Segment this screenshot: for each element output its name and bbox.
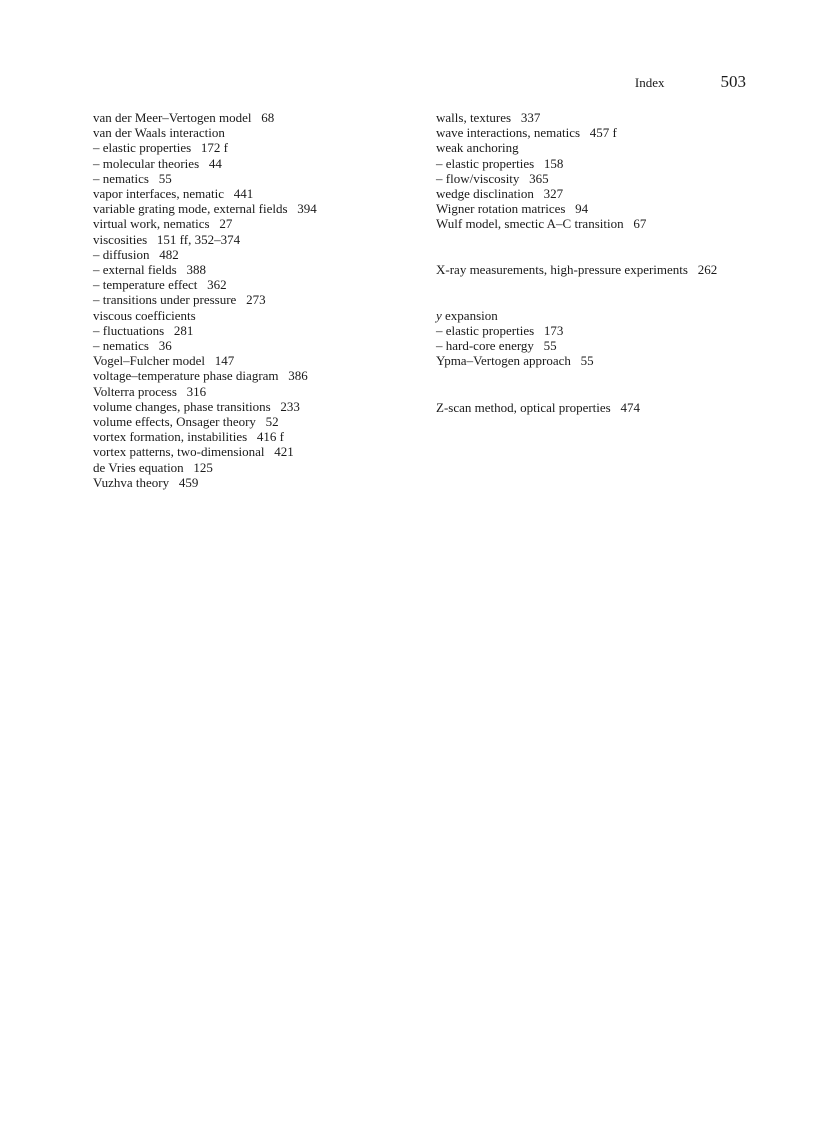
index-entry: viscous coefficients (93, 307, 196, 323)
index-entry: voltage–temperature phase diagram 386 (93, 368, 308, 384)
index-entry: volume effects, Onsager theory 52 (93, 414, 279, 430)
index-entry: van der Meer–Vertogen model 68 (93, 110, 275, 125)
index-entry: Vuzhva theory 459 (93, 474, 199, 490)
index-group-x (436, 262, 776, 277)
running-header (635, 72, 746, 92)
italic-variable: y (436, 307, 442, 323)
index-column-right (436, 110, 776, 415)
index-subentry: – temperature effect 362 (93, 277, 227, 293)
index-subentry: – nematics 55 (93, 170, 172, 186)
index-entry: Wulf model, smectic A–C transition 67 (436, 216, 647, 232)
index-subentry: – nematics 36 (93, 338, 172, 354)
index-entry: wave interactions, nematics 457 f (436, 125, 617, 141)
index-entry: Vogel–Fulcher model 147 (93, 353, 235, 369)
index-subentry: – hard-core energy 55 (436, 338, 557, 354)
index-subentry: – elastic properties 158 (436, 155, 564, 171)
index-subentry: – transitions under pressure 273 (93, 292, 266, 308)
index-entry: van der Waals interaction (93, 125, 225, 141)
letter-group-spacer (436, 369, 776, 400)
index-entry: Volterra process 316 (93, 383, 207, 399)
index-entry: X-ray measurements, high-pressure experiments 262 (436, 261, 718, 277)
index-entry: Wigner rotation matrices 94 (436, 201, 589, 217)
index-entry: volume changes, phase transitions 233 (93, 398, 300, 414)
index-entry-text: expansion (441, 307, 498, 323)
index-entry (436, 308, 776, 323)
index-entry: virtual work, nematics 27 (93, 216, 233, 232)
index-entry: de Vries equation 125 (93, 459, 213, 475)
index-group-y (436, 308, 776, 369)
letter-group-spacer (436, 232, 776, 262)
index-entry: Z-scan method, optical properties 474 (436, 399, 640, 415)
index-entry: walls, textures 337 (436, 110, 541, 125)
index-entry: vortex patterns, two-dimensional 421 (93, 444, 294, 460)
index-subentry: – diffusion 482 (93, 246, 179, 262)
index-subentry: – molecular theories 44 (93, 155, 222, 171)
index-entry: Ypma–Vertogen approach 55 (436, 353, 594, 369)
index-subentry: – flow/viscosity 365 (436, 170, 549, 186)
running-header-section: Index (634, 75, 665, 90)
index-subentry: – external fields 388 (93, 262, 206, 278)
index-subentry: – elastic properties 173 (436, 323, 564, 339)
index-entry: wedge disclination 327 (436, 186, 564, 202)
index-subentry: – elastic properties 172 f (93, 140, 229, 156)
index-entry: variable grating mode, external fields 394 (93, 201, 317, 217)
index-entry: vortex formation, instabilities 416 f (93, 429, 284, 445)
index-subentry: – fluctuations 281 (93, 322, 194, 338)
index-entry: viscosities 151 ff, 352–374 (93, 231, 241, 247)
index-entry: vapor interfaces, nematic 441 (93, 186, 254, 202)
index-column-left (93, 110, 393, 490)
index-group-w (436, 110, 776, 232)
index-entry: weak anchoring (436, 140, 519, 156)
index-group-z (436, 400, 776, 415)
letter-group-spacer (436, 277, 776, 308)
page-number: 503 (720, 72, 746, 91)
